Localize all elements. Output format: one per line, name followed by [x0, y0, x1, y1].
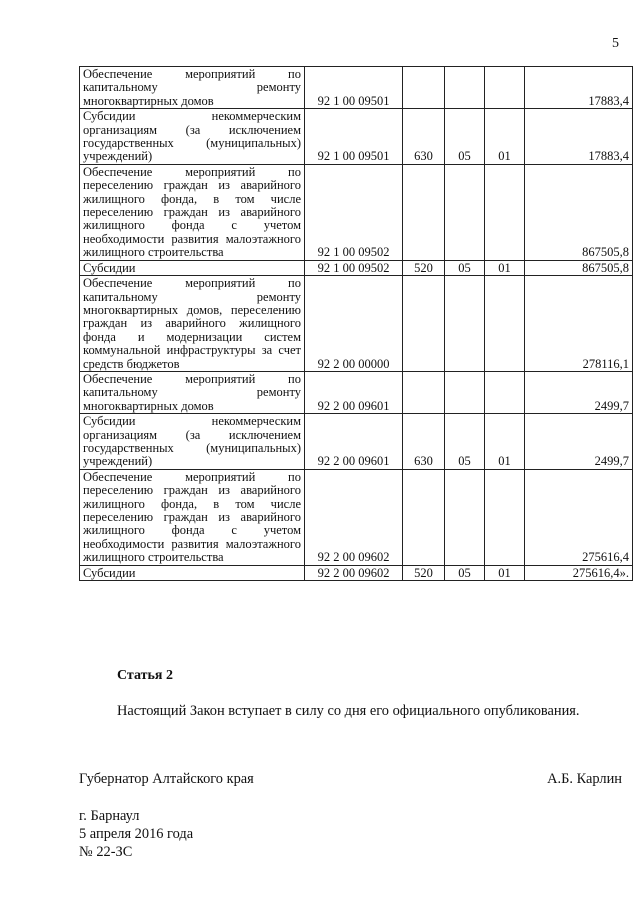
- row-rz-cell: [445, 371, 485, 413]
- row-csr-cell: 92 2 00 09602: [305, 565, 403, 580]
- article-heading: Статья 2: [117, 668, 173, 683]
- row-pr-cell: [485, 67, 525, 109]
- row-csr-cell: 92 2 00 09601: [305, 414, 403, 470]
- governor-title: Губернатор Алтайского края: [79, 771, 254, 787]
- row-vr-cell: 630: [403, 414, 445, 470]
- row-pr-cell: 01: [485, 414, 525, 470]
- row-amount-cell: 2499,7: [525, 414, 633, 470]
- law-number: № 22-ЗС: [79, 844, 133, 860]
- row-rz-cell: 05: [445, 414, 485, 470]
- row-amount-cell: 17883,4: [525, 67, 633, 109]
- row-pr-cell: [485, 276, 525, 372]
- row-name-cell: Обеспечение мероприятий по капитальному ремонту многоквартирных домов: [80, 67, 305, 109]
- row-vr-cell: 520: [403, 260, 445, 275]
- table-row: [80, 565, 633, 580]
- budget-table: [79, 66, 633, 581]
- table-row: [80, 469, 633, 565]
- row-amount-cell: 2499,7: [525, 371, 633, 413]
- row-vr-cell: 630: [403, 109, 445, 165]
- row-rz-cell: [445, 276, 485, 372]
- row-amount-cell: 867505,8: [525, 164, 633, 260]
- row-vr-cell: [403, 67, 445, 109]
- row-vr-cell: [403, 164, 445, 260]
- row-csr-cell: 92 2 00 09601: [305, 371, 403, 413]
- row-name-cell: Субсидии некоммерческим организациям (за исключением государственных (муниципальных) учреждений): [80, 109, 305, 165]
- row-csr-cell: 92 1 00 09501: [305, 109, 403, 165]
- row-csr-cell: 92 1 00 09502: [305, 164, 403, 260]
- table-row: [80, 260, 633, 275]
- row-pr-cell: 01: [485, 565, 525, 580]
- row-pr-cell: 01: [485, 260, 525, 275]
- row-rz-cell: 05: [445, 565, 485, 580]
- row-csr-cell: 92 1 00 09501: [305, 67, 403, 109]
- row-pr-cell: [485, 164, 525, 260]
- table-row: [80, 164, 633, 260]
- row-rz-cell: [445, 164, 485, 260]
- table-row: [80, 67, 633, 109]
- row-amount-cell: 275616,4».: [525, 565, 633, 580]
- table-row: [80, 414, 633, 470]
- article-text: Настоящий Закон вступает в силу со дня его официального опубликования.: [117, 703, 580, 719]
- row-amount-cell: 17883,4: [525, 109, 633, 165]
- governor-name: А.Б. Карлин: [547, 771, 622, 787]
- table-row: [80, 109, 633, 165]
- row-amount-cell: 278116,1: [525, 276, 633, 372]
- page-number: 5: [612, 36, 619, 51]
- signing-date: 5 апреля 2016 года: [79, 826, 194, 842]
- row-name-cell: Обеспечение мероприятий по капитальному ремонту многоквартирных домов, переселению граждан из аварийного жилищного фонда и модернизации систем коммунальной инфраструктуры за счет средств бюджетов: [80, 276, 305, 372]
- row-name-cell: Обеспечение мероприятий по переселению граждан из аварийного жилищного фонда, в том числе переселению граждан из аварийного жилищного фонда с учетом необходимости развития малоэтажного жилищного строительства: [80, 469, 305, 565]
- signing-place: г. Барнаул: [79, 808, 140, 824]
- row-pr-cell: [485, 371, 525, 413]
- row-csr-cell: 92 2 00 09602: [305, 469, 403, 565]
- row-rz-cell: [445, 469, 485, 565]
- row-name-cell: Обеспечение мероприятий по капитальному ремонту многоквартирных домов: [80, 371, 305, 413]
- row-rz-cell: 05: [445, 260, 485, 275]
- row-name-cell: Обеспечение мероприятий по переселению граждан из аварийного жилищного фонда, в том числе переселению граждан из аварийного жилищного фонда с учетом необходимости развития малоэтажного жилищного строительства: [80, 164, 305, 260]
- row-rz-cell: 05: [445, 109, 485, 165]
- row-amount-cell: 275616,4: [525, 469, 633, 565]
- row-csr-cell: 92 2 00 00000: [305, 276, 403, 372]
- row-csr-cell: 92 1 00 09502: [305, 260, 403, 275]
- row-name-cell: Субсидии: [80, 565, 305, 580]
- row-name-cell: Субсидии: [80, 260, 305, 275]
- row-vr-cell: 520: [403, 565, 445, 580]
- row-name-cell: Субсидии некоммерческим организациям (за исключением государственных (муниципальных) учреждений): [80, 414, 305, 470]
- budget-table-body: [80, 67, 633, 581]
- row-rz-cell: [445, 67, 485, 109]
- table-row: [80, 371, 633, 413]
- row-pr-cell: 01: [485, 109, 525, 165]
- row-vr-cell: [403, 371, 445, 413]
- row-vr-cell: [403, 276, 445, 372]
- row-vr-cell: [403, 469, 445, 565]
- table-row: [80, 276, 633, 372]
- row-pr-cell: [485, 469, 525, 565]
- row-amount-cell: 867505,8: [525, 260, 633, 275]
